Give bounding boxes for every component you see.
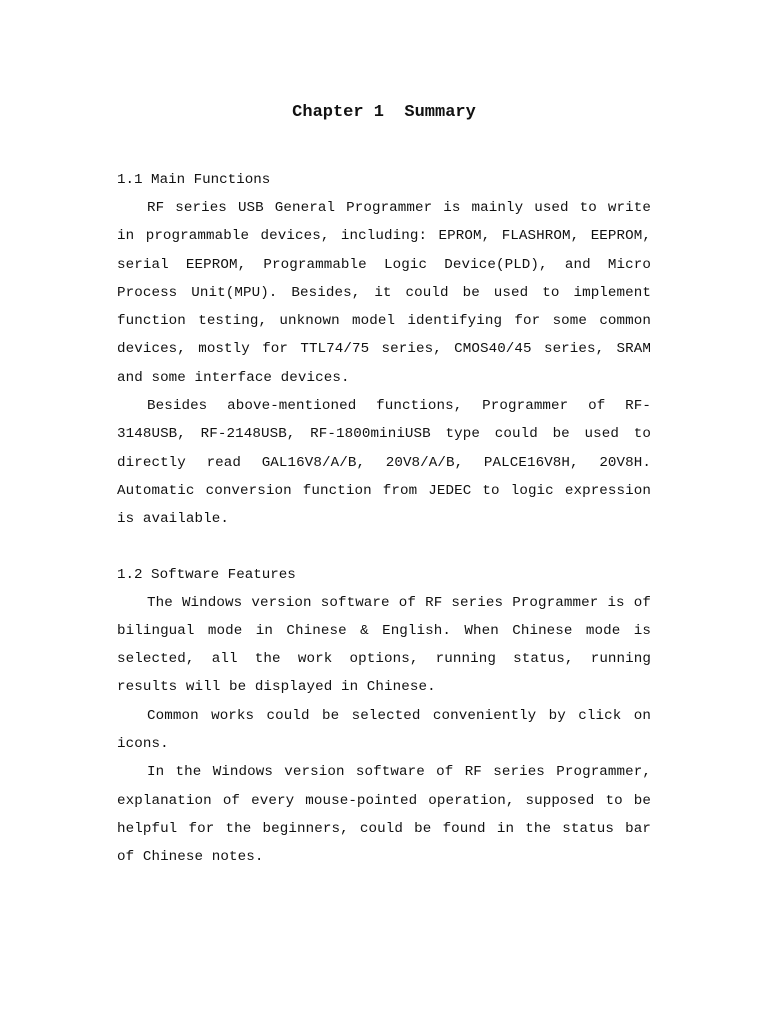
section-spacer [117,534,651,561]
paragraph: In the Windows version software of RF series Programmer, explanation of every mouse-pointed operation, supposed to be helpful for the beginners, could be found in the status bar of Chinese notes. [117,764,651,866]
section-software-features [117,561,651,872]
section-main-functions [117,166,651,534]
paragraph: RF series USB General Programmer is mainly used to write in programmable devices, including: EPROM, FLASHROM, EEPROM, serial EEPROM, Programmable Logic Device(PLD), and Micro Process Unit(MPU). Besides, it could be used to implement function testing, unknown model identifying for some common devices, mostly for TTL74/75 series, CMOS40/45 series, SRAM and some interface devices. [117,200,651,386]
paragraph: The Windows version software of RF series Programmer is of bilingual mode in Chinese & English. When Chinese mode is selected, all the work options, running status, running results will be displayed in Chinese. [117,594,651,696]
paragraph: Besides above-mentioned functions, Programmer of RF-3148USB, RF-2148USB, RF-1800miniUSB type could be used to directly read GAL16V8/A/B, 20V8/A/B, PALCE16V8H, 20V8H. Automatic conversion function from JEDEC to logic expression is available. [117,398,651,528]
chapter-title: Chapter 1 Summary [292,103,476,122]
section-heading: 1.1 Main Functions [117,172,271,188]
document-body [117,166,651,872]
section-heading: 1.2 Software Features [117,566,296,583]
paragraph: Common works could be selected conveniently by click on icons. [117,707,651,753]
